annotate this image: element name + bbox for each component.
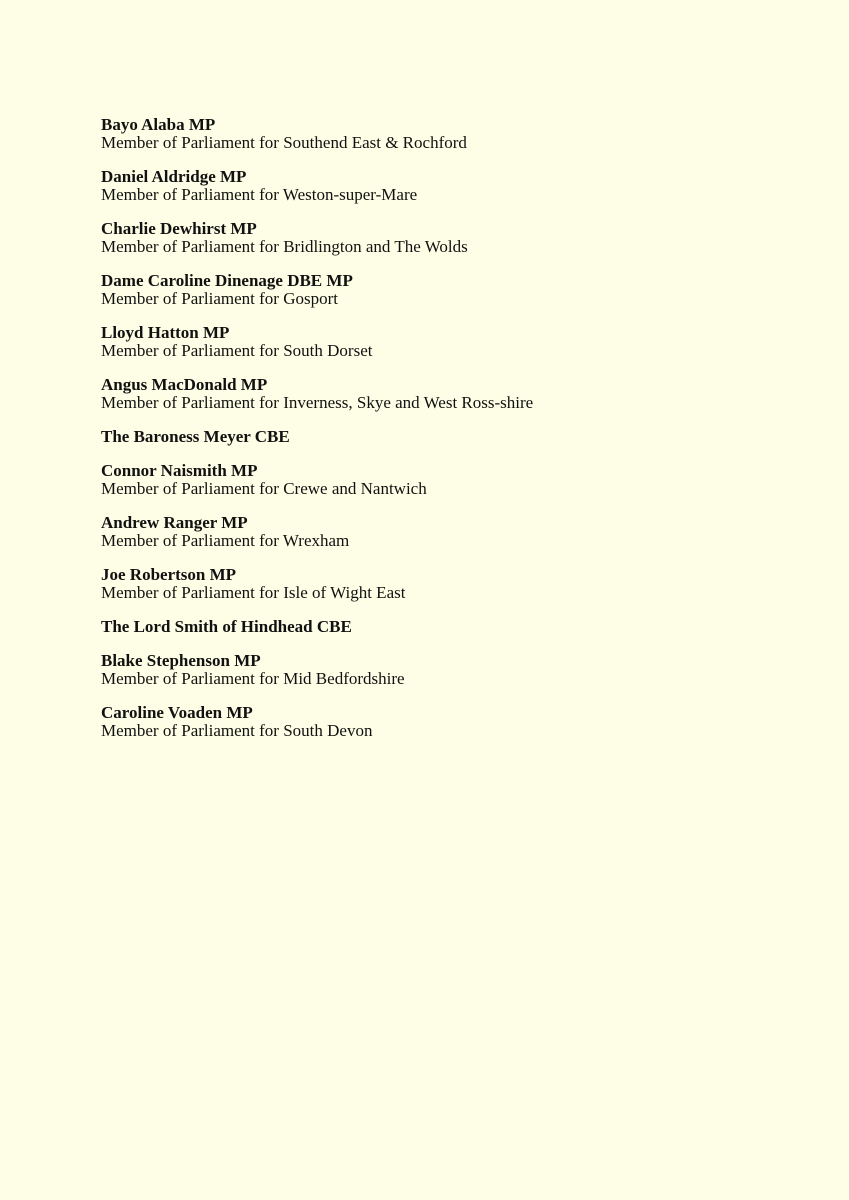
member-role: Member of Parliament for South Dorset [101,341,373,360]
list-item [101,566,849,602]
member-name: Lloyd Hatton MP [101,323,230,342]
member-name: Caroline Voaden MP [101,703,253,722]
member-name: Joe Robertson MP [101,565,237,584]
list-item [101,462,849,498]
member-role: Member of Parliament for Weston-super-Mare [101,185,418,204]
member-name: Angus MacDonald MP [101,375,268,394]
member-role: Member of Parliament for Mid Bedfordshire [101,669,405,688]
list-item [101,324,849,360]
list-item [101,514,849,550]
list-item [101,376,849,412]
list-item [101,220,849,256]
member-name: Bayo Alaba MP [101,115,216,134]
list-item [101,704,849,740]
list-item [101,272,849,308]
list-item [101,428,849,446]
member-name: Daniel Aldridge MP [101,167,247,186]
member-role: Member of Parliament for Southend East & Rochford [101,133,467,152]
member-name: Andrew Ranger MP [101,513,248,532]
member-role: Member of Parliament for Bridlington and The Wolds [101,237,468,256]
member-role: Member of Parliament for Crewe and Nantwich [101,479,427,498]
list-item [101,618,849,636]
member-role: Member of Parliament for Gosport [101,289,338,308]
member-name: Dame Caroline Dinenage DBE MP [101,271,353,290]
member-role: Member of Parliament for Wrexham [101,531,350,550]
list-item [101,652,849,688]
member-role: Member of Parliament for Isle of Wight East [101,583,406,602]
member-name: The Baroness Meyer CBE [101,427,290,446]
member-name: Charlie Dewhirst MP [101,219,257,238]
member-name: The Lord Smith of Hindhead CBE [101,617,352,636]
member-name: Connor Naismith MP [101,461,258,480]
member-name: Blake Stephenson MP [101,651,261,670]
list-item [101,116,849,152]
list-item [101,168,849,204]
member-list [101,116,849,740]
member-role: Member of Parliament for Inverness, Skye and West Ross-shire [101,393,534,412]
member-role: Member of Parliament for South Devon [101,721,373,740]
